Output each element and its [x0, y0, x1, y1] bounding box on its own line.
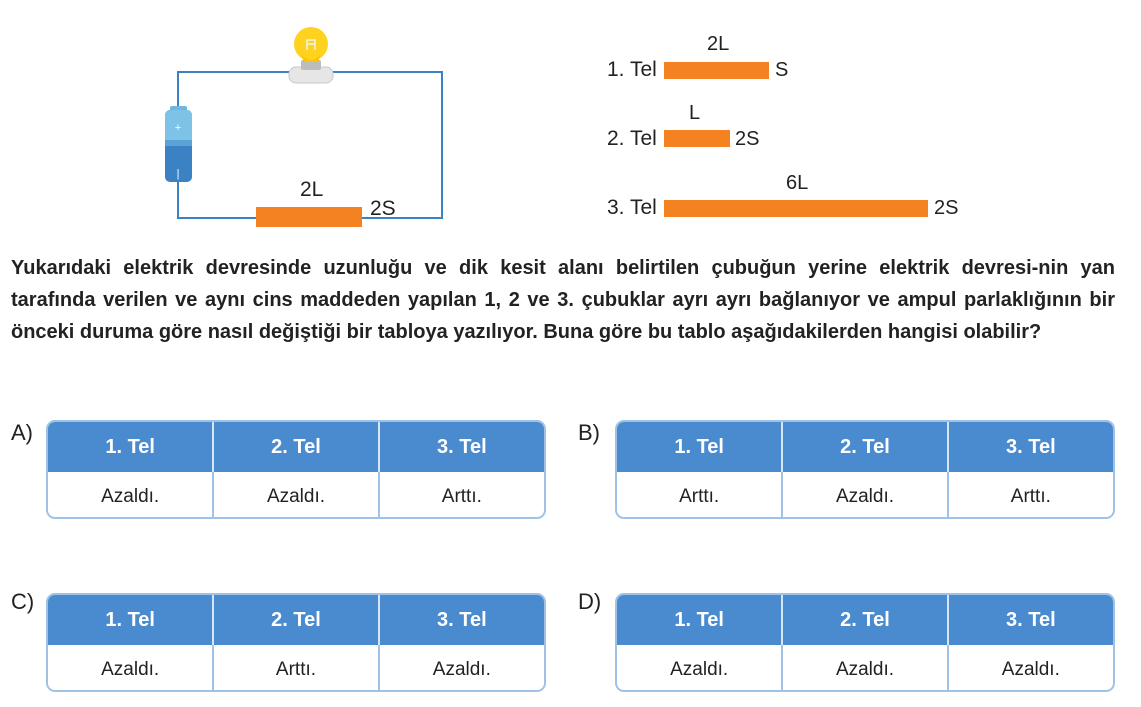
wire-2-length: L	[689, 102, 701, 124]
option-a-header-3: 3. Tel	[379, 422, 544, 472]
circuit-svg	[0, 0, 560, 240]
option-b-value-3: Arttı.	[1010, 485, 1051, 507]
option-d-value-1: Azaldı.	[617, 645, 782, 692]
circuit-rod	[256, 207, 362, 227]
circuit-rod-length: 2L	[300, 178, 324, 201]
option-b-header-2: 2. Tel	[782, 422, 947, 472]
wire-1-label: 1. Tel	[607, 58, 657, 81]
wire-3-label: 3. Tel	[607, 196, 657, 219]
option-a-header-2: 2. Tel	[213, 422, 378, 472]
circuit-rod-area: 2S	[370, 197, 396, 220]
option-c-table[interactable]	[46, 593, 546, 692]
option-c-header-1: 1. Tel	[48, 595, 213, 645]
option-a-table[interactable]	[46, 420, 546, 519]
option-b-value-2: Azaldı.	[782, 472, 947, 519]
option-a-header-1: 1. Tel	[48, 422, 213, 472]
option-a-value-2: Azaldı.	[213, 472, 378, 519]
svg-text:+: +	[174, 122, 182, 134]
light-bulb-icon	[294, 27, 328, 62]
wire-2-label: 2. Tel	[607, 127, 657, 150]
option-d-table[interactable]	[615, 593, 1115, 692]
option-c-value-3: Azaldı.	[432, 658, 491, 680]
option-b-header-3: 3. Tel	[948, 422, 1113, 472]
wire-1-length: 2L	[707, 33, 730, 55]
option-a-value-3: Arttı.	[441, 485, 482, 507]
battery-icon	[165, 106, 192, 182]
option-c-letter: C)	[11, 589, 35, 614]
wire-2-bar	[664, 130, 730, 147]
option-d-header-3: 3. Tel	[948, 595, 1113, 645]
option-b-header-1: 1. Tel	[617, 422, 782, 472]
option-a-letter: A)	[11, 420, 33, 445]
option-d-header-2: 2. Tel	[782, 595, 947, 645]
wire-1-bar	[664, 62, 769, 79]
option-c-value-1: Azaldı.	[48, 645, 213, 692]
wire-3-area: 2S	[934, 197, 959, 219]
wire-1-area: S	[775, 59, 789, 81]
option-d-value-3: Azaldı.	[1001, 658, 1060, 680]
option-c-value-2: Arttı.	[213, 645, 378, 692]
wire-2-area: 2S	[735, 128, 760, 150]
option-b-table[interactable]	[615, 420, 1115, 519]
option-c-header-3: 3. Tel	[379, 595, 544, 645]
option-b-value-1: Arttı.	[617, 472, 782, 519]
wire-3-length: 6L	[786, 172, 809, 194]
question-text: Yukarıdaki elektrik devresinde uzunluğu ve dik kesit alanı belirtilen çubuğun yerine elektrik devresi-nin yan tarafında verilen ve aynı cins maddeden yapılan 1, 2 ve 3. çubuklar ayrı ayrı bağlanıyor ve ampul parlaklığının bir önceki duruma göre nasıl değiştiği bir tabloya yazılıyor. Buna göre bu tablo aşağıdakilerden hangisi olabilir?	[11, 257, 1115, 343]
option-b-letter: B)	[578, 420, 600, 445]
svg-text:|: |	[176, 168, 180, 180]
option-d-header-1: 1. Tel	[617, 595, 782, 645]
option-a-value-1: Azaldı.	[48, 472, 213, 519]
wire-3-bar	[664, 200, 928, 217]
option-d-letter: D)	[578, 589, 602, 614]
option-c-header-2: 2. Tel	[213, 595, 378, 645]
option-d-value-2: Azaldı.	[782, 645, 947, 692]
